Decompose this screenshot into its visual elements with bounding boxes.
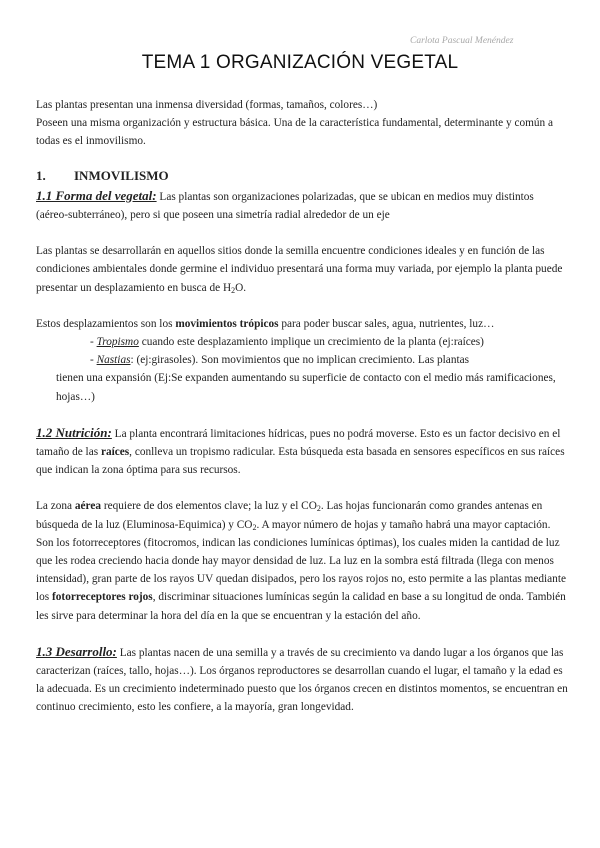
intro-paragraph: [36, 96, 568, 151]
movement-list: [36, 333, 568, 369]
subsection-heading: 1.1 Forma del vegetal:: [36, 187, 157, 203]
term-tropismo: Tropismo: [96, 336, 139, 349]
subscript: 2: [231, 285, 236, 295]
paragraph-text: Las plantas son organizaciones polarizadas, que se ubican en medios muy distintos (aéreo-subterráneo), pero si que poseen una simetría radial alrededor de un eje: [36, 190, 534, 222]
section-title: INMOVILISMO: [74, 167, 169, 183]
page-title: TEMA 1 ORGANIZACIÓN VEGETAL: [141, 52, 459, 73]
subsection-heading: 1.3 Desarrollo:: [36, 643, 117, 659]
section-heading: [36, 167, 568, 185]
list-item: [90, 333, 568, 351]
text-run: , conlleva un tropismo radicular. Esta búsqueda esta basada en sensores específicos en sus raíces que indican la zona óptima para sus recursos.: [36, 446, 565, 477]
paragraph-nutricion: [36, 424, 568, 480]
subscript: 2: [252, 522, 257, 532]
paragraph-text: Las plantas nacen de una semilla y a través de su crecimiento va dando lugar a los órganos que las caracterizan (raíces, tallo, hojas…). Los órganos reproductores se desarrollan cuando el lugar, el tamaño y la edad es la adecuada. Es un crecimiento indeterminado puesto que los órganos crecen en distintos momentos, se encuentran en continuo crecimiento, esto les confiere, a la mayoría, gran longevidad.: [36, 646, 568, 714]
paragraph-text: Las plantas se desarrollarán en aquellos sitios donde la semilla encuentre condiciones ideales y en función de las condiciones ambientales donde germine el individuo presentará una forma muy variada, por ejemplo la planta puede presentar un desplazamiento en busca de H: [36, 245, 563, 294]
paragraph-desarrollo-semilla: [36, 242, 568, 297]
intro-line: Las plantas presentan una inmensa diversidad (formas, tamaños, colores…): [36, 99, 378, 111]
text-run: Estos desplazamientos son los: [36, 317, 176, 330]
list-item: [90, 351, 568, 369]
text-run: La zona: [36, 500, 75, 513]
bold-term: fotorreceptores rojos: [52, 591, 153, 604]
intro-line: Poseen una misma organización y estructura básica. Una de la característica fundamental, determinante y común a todas es el inmovilismo.: [36, 117, 554, 148]
text-run: , discriminar situaciones lumínicas según la calidad en base a su longitud de onda. También les sirve para determinar la hora del día en la que se encuentran y la estación del año.: [36, 591, 566, 622]
paragraph-movimientos: [36, 315, 568, 406]
text-run: . Las hojas funcionarán como grandes antenas en búsqueda de la luz (Eluminosa-Equimica) y CO: [36, 500, 543, 531]
paragraph-text: O.: [235, 281, 247, 294]
paragraph-text: [36, 315, 568, 333]
author-name: Carlota Pascual Menéndez: [410, 36, 514, 46]
paragraph-forma: [36, 187, 568, 224]
section-number: 1.: [36, 167, 46, 183]
paragraph-zona-aerea: [36, 497, 568, 624]
bold-term: movimientos trópicos: [175, 317, 279, 330]
item-text: cuando este desplazamiento implique un crecimiento de la planta (ej:raíces): [138, 336, 484, 349]
bold-term: aérea: [74, 500, 102, 513]
list-continuation: tienen una expansión (Ej:Se expanden aumentando su superficie de contacto con el medio más ramificaciones, hojas…): [56, 372, 556, 403]
subsection-heading: 1.2 Nutrición:: [36, 424, 112, 440]
bold-term: raíces: [100, 446, 130, 459]
text-run: La planta encontrará limitaciones hídricas, pues no podrá moverse. Esto es un factor decisivo en el tamaño de las: [36, 427, 561, 459]
list-dash: -: [90, 336, 97, 349]
term-nastias: Nastias: [96, 354, 131, 367]
text-run: para poder buscar sales, agua, nutrientes, luz…: [278, 317, 495, 330]
subscript: 2: [316, 504, 321, 514]
list-dash: -: [90, 354, 97, 367]
document-body: [36, 96, 568, 735]
text-run: . A mayor número de hojas y tamaño habrá una mayor captación. Son los fotorreceptores (fitocromos, indican las condiciones lumínicas óptimas), los cuales miden la cantidad de luz que les rodea creciendo hacia donde hay mayor densidad de luz. La luz en la sombra está filtrada (llega con menos intensidad), gran parte de los rayos UV quedan disipados, pero los rayos rojos no, esto permite a las plantas mediante los: [36, 518, 566, 604]
item-text: : (ej:girasoles). Son movimientos que no implican crecimiento. Las plantas: [130, 354, 470, 367]
text-run: requiere de dos elementos clave; la luz y el CO: [101, 500, 317, 513]
paragraph-desarrollo: [36, 643, 568, 717]
